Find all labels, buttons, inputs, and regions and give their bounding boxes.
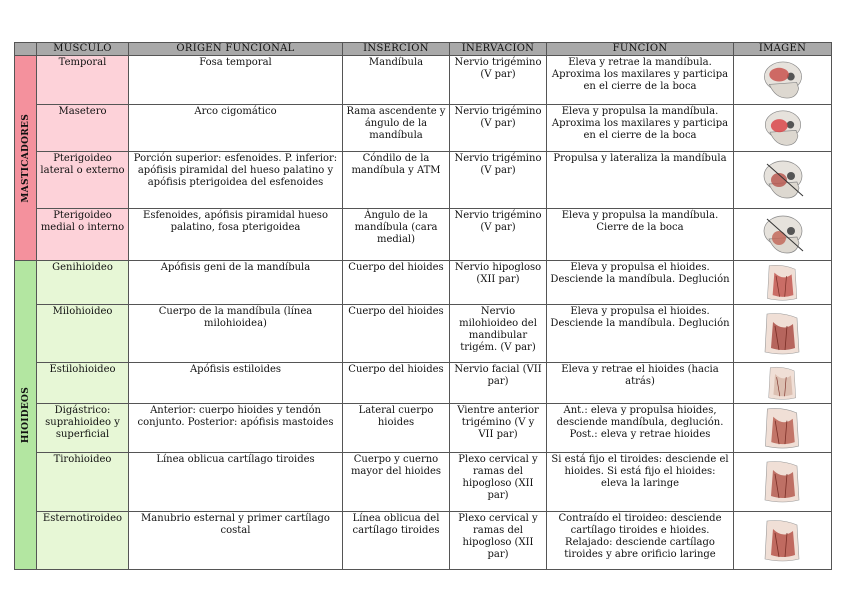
innervation-cell: Vientre anterior trigémino (V y VII par): [450, 404, 547, 453]
header-row: [15, 43, 832, 56]
innervation-cell: Nervio trigémino (V par): [450, 105, 547, 152]
group-label: MASTICADORES: [20, 113, 31, 203]
neck-sternothyroid-icon: [734, 512, 832, 570]
muscle-cell: Pterigoideo medial o interno: [37, 209, 129, 261]
table-body: [15, 56, 832, 570]
insertion-cell: Rama ascendente y ángulo de la mandíbula: [343, 105, 450, 152]
function-cell: Contraído el tiroideo: desciende cartílago tiroides e hioides. Relajado: desciende cartílago tiroides y abre orificio laringe: [547, 512, 734, 570]
origin-cell: Porción superior: esfenoides. P. inferior: apófisis piramidal del hueso palatino y apófisis pterigoidea del esfenoides: [129, 152, 343, 209]
table-row: [15, 209, 832, 261]
function-cell: Eleva y propulsa la mandíbula. Cierre de la boca: [547, 209, 734, 261]
insertion-cell: Línea oblicua del cartílago tiroides: [343, 512, 450, 570]
innervation-cell: Nervio trigémino (V par): [450, 152, 547, 209]
header-imagen: IMAGEN: [734, 43, 832, 56]
innervation-cell: Nervio trigémino (V par): [450, 209, 547, 261]
group-label-cell: [15, 56, 37, 261]
jaw-geniohyoid-icon: [734, 261, 832, 305]
group-label-cell: [15, 261, 37, 570]
insertion-cell: Cuerpo del hioides: [343, 261, 450, 305]
function-cell: Propulsa y lateraliza la mandíbula: [547, 152, 734, 209]
innervation-cell: Plexo cervical y ramas del hipogloso (XII par): [450, 453, 547, 512]
muscle-table: [14, 42, 832, 570]
table-row: [15, 152, 832, 209]
origin-cell: Esfenoides, apófisis piramidal hueso palatino, fosa pterigoidea: [129, 209, 343, 261]
table-row: [15, 512, 832, 570]
origin-cell: Arco cigomático: [129, 105, 343, 152]
skull-pterygoid-lateral-icon: [734, 152, 832, 209]
origin-cell: Apófisis geni de la mandíbula: [129, 261, 343, 305]
table-row: [15, 105, 832, 152]
header-inervacion: INERVACIÓN: [450, 43, 547, 56]
table-row: [15, 363, 832, 404]
header-insercion: INSERCIÓN: [343, 43, 450, 56]
innervation-cell: Nervio trigémino (V par): [450, 56, 547, 105]
muscle-cell: Masetero: [37, 105, 129, 152]
origin-cell: Fosa temporal: [129, 56, 343, 105]
muscle-cell: Temporal: [37, 56, 129, 105]
innervation-cell: Nervio facial (VII par): [450, 363, 547, 404]
neck-digastric-icon: [734, 404, 832, 453]
neck-stylohyoid-icon: [734, 363, 832, 404]
muscle-cell: Milohioideo: [37, 305, 129, 363]
insertion-cell: Ángulo de la mandíbula (cara medial): [343, 209, 450, 261]
innervation-cell: Nervio hipogloso (XII par): [450, 261, 547, 305]
innervation-cell: Plexo cervical y ramas del hipogloso (XII par): [450, 512, 547, 570]
insertion-cell: Cuerpo del hioides: [343, 305, 450, 363]
origin-cell: Anterior: cuerpo hioides y tendón conjunto. Posterior: apófisis mastoides: [129, 404, 343, 453]
header-origen: ORIGEN FUNCIONAL: [129, 43, 343, 56]
insertion-cell: Mandíbula: [343, 56, 450, 105]
origin-cell: Cuerpo de la mandíbula (línea milohioidea): [129, 305, 343, 363]
header-group: [15, 43, 37, 56]
header-funcion: FUNCIÓN: [547, 43, 734, 56]
table-row: [15, 305, 832, 363]
origin-cell: Manubrio esternal y primer cartílago costal: [129, 512, 343, 570]
function-cell: Eleva y propulsa el hioides. Desciende la mandíbula. Deglución: [547, 261, 734, 305]
origin-cell: Línea oblicua cartílago tiroides: [129, 453, 343, 512]
group-label: HIOIDEOS: [20, 386, 31, 444]
function-cell: Eleva y retrae la mandíbula. Aproxima los maxilares y participa en el cierre de la boca: [547, 56, 734, 105]
header-musculo: MÚSCULO: [37, 43, 129, 56]
function-cell: Ant.: eleva y propulsa hioides, desciende mandíbula, deglución. Post.: eleva y retrae hioides: [547, 404, 734, 453]
insertion-cell: Cuerpo y cuerno mayor del hioides: [343, 453, 450, 512]
muscle-cell: Estilohioideo: [37, 363, 129, 404]
table-row: [15, 453, 832, 512]
function-cell: Si está fijo el tiroides: desciende el hioides. Si está fijo el hioides: eleva la laringe: [547, 453, 734, 512]
function-cell: Eleva y propulsa el hioides. Desciende la mandíbula. Deglución: [547, 305, 734, 363]
muscle-cell: Tirohioideo: [37, 453, 129, 512]
muscle-cell: Pterigoideo lateral o externo: [37, 152, 129, 209]
table-row: [15, 404, 832, 453]
insertion-cell: Lateral cuerpo hioides: [343, 404, 450, 453]
table-row: [15, 261, 832, 305]
insertion-cell: Cóndilo de la mandíbula y ATM: [343, 152, 450, 209]
muscle-cell: Genihioideo: [37, 261, 129, 305]
function-cell: Eleva y propulsa la mandíbula. Aproxima los maxilares y participa en el cierre de la boca: [547, 105, 734, 152]
skull-masseter-icon: [734, 105, 832, 152]
muscle-cell: Esternotiroideo: [37, 512, 129, 570]
neck-thyrohyoid-icon: [734, 453, 832, 512]
muscle-cell: Digástrico: suprahioideo y superficial: [37, 404, 129, 453]
insertion-cell: Cuerpo del hioides: [343, 363, 450, 404]
skull-temporal-icon: [734, 56, 832, 105]
head-mylohyoid-icon: [734, 305, 832, 363]
origin-cell: Apófisis estiloides: [129, 363, 343, 404]
function-cell: Eleva y retrae el hioides (hacia atrás): [547, 363, 734, 404]
skull-pterygoid-medial-icon: [734, 209, 832, 261]
innervation-cell: Nervio milohioideo del mandibular trigém. (V par): [450, 305, 547, 363]
table-row: [15, 56, 832, 105]
